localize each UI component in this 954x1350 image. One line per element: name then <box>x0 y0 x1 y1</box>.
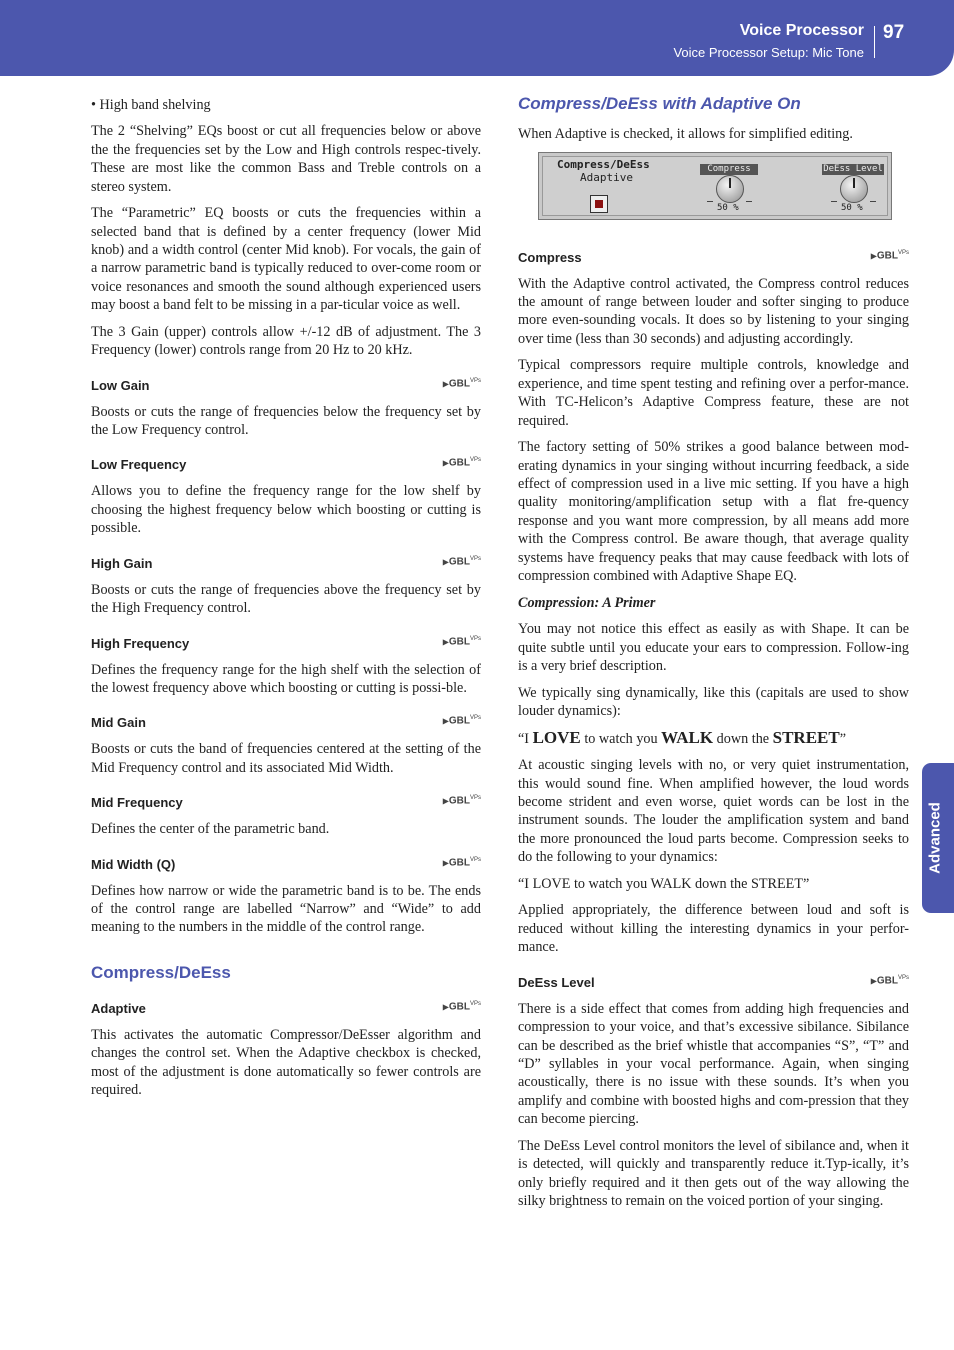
header-divider <box>874 26 875 58</box>
paragraph: We typically sing dynamically, like this (capitals are used to show louder dynamics): <box>518 684 909 720</box>
param-title: Mid Frequency <box>91 795 183 811</box>
gbl-link[interactable]: $▶GBL^{VPs}$ <box>870 974 909 987</box>
subsection-title: Compress/DeEss with Adaptive On <box>518 94 801 113</box>
paragraph: The 2 “Shelving” EQs boost or cut all frequencies below or above the the frequencies set by the Low and High controls respec-tively. These are most like the common Bass and Treble controls on a stereo system. <box>91 123 481 195</box>
param-heading-high-gain <box>91 556 481 573</box>
left-column <box>91 96 481 1108</box>
knob-tick <box>707 201 713 202</box>
gbl-link[interactable]: $▶GBL^{VPs}$ <box>442 795 481 807</box>
param-title: Mid Width (Q) <box>91 856 176 872</box>
deess-value: 50 % <box>841 202 863 213</box>
deess-knob[interactable] <box>840 175 868 203</box>
arrow-right-icon: ▶ <box>442 857 449 867</box>
param-description: Boosts or cuts the range of frequencies below the frequency set by the Low Frequency control. <box>91 403 481 439</box>
param-heading-high-frequency <box>91 636 481 653</box>
paragraph: The DeEss Level control monitors the level of sibilance and, when it is detected, will quickly and transparently reduce it.Typ-ically, it’s only briefly required and it then gets out of the way allowing the silky brightness to remain on the voiced portion of your singing. <box>518 1137 909 1209</box>
arrow-right-icon: ▶ <box>442 636 449 646</box>
param-title: Compress <box>518 249 582 265</box>
gbl-link[interactable]: $▶GBL^{VPs}$ <box>442 377 481 389</box>
param-description: Defines how narrow or wide the parametric band is to be. The ends of the control range are labelled “Narrow” and “Wide” to add meaning to the numbers in the middle of the control range. <box>91 882 481 936</box>
param-heading-adaptive <box>91 1001 481 1018</box>
param-description: Defines the frequency range for the high shelf with the selection of the lowest frequency above which boosting or cutting is possi-ble. <box>91 661 481 696</box>
arrow-right-icon: ▶ <box>442 796 449 806</box>
gbl-link[interactable]: $▶GBL^{VPs}$ <box>442 715 481 727</box>
param-heading-low-gain <box>91 378 481 395</box>
param-title: Mid Gain <box>91 715 146 731</box>
compress-value: 50 % <box>717 202 739 213</box>
primer-heading: Compression: A Primer <box>518 594 656 611</box>
param-description: Boosts or cuts the range of frequencies above the frequency set by the High Frequency control. <box>91 581 481 617</box>
paragraph: The 3 Gain (upper) controls allow +/-12 dB of adjustment. The 3 Frequency (lower) controls range from 20 Hz to 20 kHz. <box>91 323 481 359</box>
gbl-link[interactable]: $▶GBL^{VPs}$ <box>442 457 481 469</box>
panel-frame <box>542 156 888 216</box>
compress-knob[interactable] <box>716 175 744 203</box>
param-heading-compress <box>518 250 909 267</box>
param-title: Adaptive <box>91 1000 146 1016</box>
paragraph: When Adaptive is checked, it allows for simplified editing. <box>518 126 853 142</box>
param-heading-deess-level <box>518 975 909 992</box>
compress-deess-panel-screenshot <box>538 152 892 220</box>
chapter-title: Voice Processor <box>739 22 864 39</box>
arrow-right-icon: ▶ <box>442 716 449 726</box>
knob-tick <box>870 201 876 202</box>
gbl-link[interactable]: $▶GBL^{VPs}$ <box>442 555 481 568</box>
param-description: Defines the center of the parametric band. <box>91 821 330 838</box>
param-title: Low Gain <box>91 377 150 393</box>
gbl-link[interactable]: $▶GBL^{VPs}$ <box>442 1000 481 1013</box>
param-heading-mid-frequency <box>91 795 481 812</box>
param-description: This activates the automatic Compressor/DeEsser algorithm and changes the control set. When the Adaptive checkbox is checked, most of the adjustment is done automatically so fewer controls are required. <box>91 1026 481 1098</box>
panel-title: Compress/DeEss <box>557 157 650 171</box>
bullet-item: • High band shelving <box>91 97 211 113</box>
paragraph: With the Adaptive control activated, the Compress control reduces the amount of range between louder and softer singing to produce more even-sounding vocals. It does so by listening to your singing over time (less than 30 seconds) and adjusting accordingly. <box>518 275 909 347</box>
section-title: Compress/DeEss <box>91 962 231 982</box>
arrow-right-icon: ▶ <box>442 1002 449 1012</box>
gbl-link[interactable]: $▶GBL^{VPs}$ <box>442 856 481 868</box>
arrow-right-icon: ▶ <box>442 378 449 388</box>
adaptive-checkbox[interactable] <box>590 195 608 213</box>
compressed-example: “I LOVE to watch you WALK down the STREET” <box>518 875 810 892</box>
paragraph: Applied appropriately, the difference between loud and soft is reduced without killing the interesting dynamics in your perfor-mance. <box>518 902 909 956</box>
param-title: Low Frequency <box>91 457 187 473</box>
adaptive-label: Adaptive <box>580 170 633 184</box>
page-number: 97 <box>883 22 905 43</box>
paragraph: You may not notice this effect as easily as with Shape. It can be quite subtle until you educate your ears to compression. Follow-ing is a very brief description. <box>518 621 909 675</box>
param-description: Allows you to define the frequency range for the low shelf by choosing the highest frequency below which boosting or cutting is possible. <box>91 483 481 537</box>
paragraph: There is a side effect that comes from adding high frequencies and compression to your voice, and that’s excessive sibilance. Sibilance can be described as the brief whistle that accompanies “S”, “T” and “D” syllables in your vocal performance. Again, when singing acoustically, there is no issue with these sounds. It’s when you amplify and combine with boosted highs and com-pression that they can become piercing. <box>518 1000 909 1128</box>
knob-tick <box>746 201 752 202</box>
param-title: DeEss Level <box>518 974 595 990</box>
section-subtitle: Voice Processor Setup: Mic Tone <box>673 45 864 60</box>
param-description: Boosts or cuts the band of frequencies centered at the setting of the Mid Frequency control and its associated Mid Width. <box>91 741 481 776</box>
arrow-right-icon: ▶ <box>442 557 449 567</box>
param-title: High Frequency <box>91 635 190 651</box>
param-heading-mid-width <box>91 857 481 874</box>
page-header <box>0 0 954 76</box>
compress-knob-label: Compress <box>700 164 758 175</box>
paragraph: The factory setting of 50% strikes a good balance between mod-erating dynamics in your singing without incurring feedback, a side effect of compression used in a live mic setting. If you have a high quality monitoring/amplification setup with a flat fre-quency response and you want more compression, by all means add more with the Compress control. Be aware though, that average quality systems have frequency peaks that may cause feedback with lots of compression combined with Adaptive Shape EQ. <box>518 439 909 585</box>
gbl-link[interactable]: $▶GBL^{VPs}$ <box>442 635 481 647</box>
dynamics-example: “I LOVE to watch you WALK down the STREET” <box>518 727 847 747</box>
gbl-link[interactable]: $▶GBL^{VPs}$ <box>870 249 909 261</box>
param-heading-mid-gain <box>91 715 481 732</box>
paragraph: The “Parametric” EQ boosts or cuts the frequencies within a selected band that is defined by a center frequency (lower Mid knob) and a width control (center Mid knob). For vocals, the gain of a narrow parametric band is typically reduced to over-come room or voice resonances and smooth the sound although experienced users may boost a band felt to be missing in a par-ticular voice as well. <box>91 205 481 314</box>
arrow-right-icon: ▶ <box>870 976 877 986</box>
paragraph: Typical compressors require multiple controls, knowledge and experience, and time spent testing and refining over a perfor-mance. With TC-Helicon’s Adaptive Compress feature, these are not required. <box>518 357 909 429</box>
side-tab-label: Advanced <box>926 802 944 874</box>
param-title: High Gain <box>91 555 153 571</box>
arrow-right-icon: ▶ <box>870 250 877 260</box>
deess-knob-label: DeEss Level <box>823 163 883 174</box>
arrow-right-icon: ▶ <box>442 458 449 468</box>
paragraph: At acoustic singing levels with no, or very quiet instrumentation, this would sound fine. When amplified however, the loud words become strident and even worse, quiet words can be lost in the instrument sounds. The louder the amplification system and band the more pronounced the loud parts become. Compression seeks to do the following to your dynamics: <box>518 757 909 866</box>
right-column <box>518 94 909 1219</box>
param-heading-low-frequency <box>91 457 481 474</box>
knob-tick <box>831 201 837 202</box>
